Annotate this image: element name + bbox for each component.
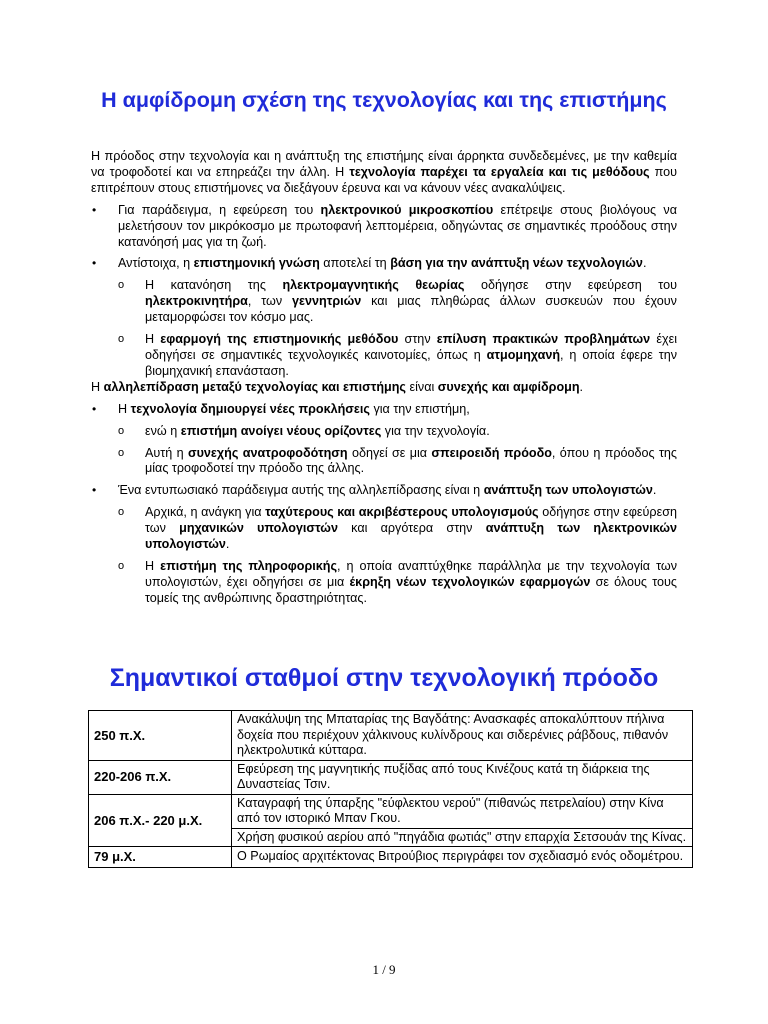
bullet-list-1 (91, 203, 677, 380)
table-row (89, 847, 693, 868)
bullet-item (91, 203, 677, 251)
bold-text: μηχανικών υπολογιστών (179, 521, 338, 536)
milestone-description: Εφεύρεση της μαγνητικής πυξίδας από τους Κινέζους κατά τη διάρκεια της Δυναστείας Τσιν. (232, 760, 693, 794)
bullet-item (91, 483, 677, 499)
text-run: Ένα εντυπωσιακό παράδειγμα αυτής της αλληλεπίδρασης είναι η (118, 483, 484, 498)
milestone-description: Χρήση φυσικού αερίου από "πηγάδια φωτιάς" στην επαρχία Σετσουάν της Κίνας. (232, 828, 693, 847)
milestone-date: 220-206 π.Χ. (89, 760, 232, 794)
text-run: Αρχικά, η ανάγκη για (145, 505, 266, 520)
text-run: επέτρεψε στους βιολόγους να μελετήσουν τον μικρόκοσμο με πρωτοφανή λεπτομέρεια, οδηγώντας σε σημαντικές προόδους στην κατανόησή μας για τη ζωή. (118, 202, 677, 249)
milestone-description: Ανακάλυψη της Μπαταρίας της Βαγδάτης: Ανασκαφές αποκαλύπτουν πήλινα δοχεία που περιέχουν χάλκινους κυλίνδρους και σιδερένιες ράβδους, πιθανόν ηλεκτρολυτικά κύτταρα. (232, 711, 693, 761)
bold-text: ανάπτυξη των υπολογιστών (483, 483, 653, 498)
bold-text: έκρηξη νέων τεχνολογικών εφαρμογών (349, 574, 591, 589)
bold-text: επίλυση πρακτικών προβλημάτων (436, 332, 651, 347)
sub-bullet-marker: o (118, 333, 125, 346)
bold-text: ατμομηχανή (486, 347, 561, 362)
text-run: είναι (406, 379, 438, 394)
sub-bullet-marker: o (118, 559, 125, 572)
text-run: αποτελεί τη (319, 256, 391, 271)
sub-bullet-item (91, 278, 677, 326)
table-row (89, 794, 693, 828)
milestones-table-body (89, 711, 693, 868)
milestone-date: 250 π.Χ. (89, 711, 232, 761)
text-run: για την τεχνολογία. (381, 423, 490, 438)
text-run: Η (145, 332, 161, 347)
text-run: ενώ η (145, 423, 181, 438)
bullet-item (91, 402, 677, 418)
bullet-marker: • (92, 401, 97, 416)
bold-text: συνεχής ανατροφοδότηση (187, 445, 348, 460)
milestone-date: 79 μ.Χ. (89, 847, 232, 868)
body-content (91, 149, 677, 607)
bullet-item (91, 256, 677, 272)
bullet-list-2 (91, 402, 677, 607)
intro-paragraph (91, 149, 677, 197)
text-run: Η (91, 379, 104, 394)
bold-text: αλληλεπίδραση μεταξύ τεχνολογίας και επιστήμης (103, 379, 406, 394)
text-run: Αντίστοιχα, η (118, 256, 194, 271)
page-title: Η αμφίδρομη σχέση της τεχνολογίας και της επιστήμης (101, 88, 667, 112)
bold-text: ταχύτερους και ακριβέστερους υπολογισμούς (265, 505, 539, 520)
text-run: . (652, 483, 657, 498)
sub-bullet-marker: o (118, 506, 125, 519)
bold-text: συνεχής και αμφίδρομη (437, 379, 580, 394)
text-run: οδήγησε στην εφεύρεση του (464, 278, 677, 293)
text-run: Η (118, 401, 131, 416)
text-run: . (642, 256, 647, 271)
text-run: Η (145, 558, 161, 573)
text-run: για την επιστήμη, (369, 401, 470, 416)
sub-bullet-item (91, 424, 677, 440)
sub-bullet-item (91, 332, 677, 380)
sub-bullet-item (91, 446, 677, 478)
bold-text: ανάπτυξη των ηλεκτρονικών υπολογιστών (145, 521, 677, 552)
text-run: και αργότερα στην (337, 521, 486, 536)
text-run: , η οποία αναπτύχθηκε παράλληλα με την τεχνολογία των υπολογιστών, έχει οδηγήσει σε μια (145, 558, 677, 589)
text-run: οδηγεί σε μια (347, 445, 432, 460)
bold-text: σπειροειδή πρόοδο (431, 445, 552, 460)
text-run: που επιτρέπουν στους επιστήμονες να διεξάγουν έρευνα και να κάνουν νέες ανακαλύψεις. (91, 164, 678, 195)
text-run: και μιας πληθώρας άλλων συσκευών που έχουν μεταμορφώσει τον κόσμο μας. (145, 294, 677, 325)
milestone-date: 206 π.Χ.- 220 μ.Χ. (89, 794, 232, 847)
table-row (89, 711, 693, 761)
text-run: Η κατανόηση της (145, 278, 283, 293)
text-run: Για παράδειγμα, η εφεύρεση του (118, 202, 321, 217)
text-run: . (579, 379, 584, 394)
bold-text: επιστήμη της πληροφορικής (160, 558, 338, 573)
sub-bullet-marker: o (118, 424, 125, 437)
bold-text: επιστημονική γνώση (193, 256, 320, 271)
bold-text: ηλεκτρομαγνητικής θεωρίας (282, 278, 465, 293)
bullet-marker: • (92, 256, 97, 271)
page-number: 1 / 9 (372, 962, 396, 977)
text-run: στην (398, 332, 437, 347)
text-run: , των (247, 294, 293, 309)
text-run: , η οποία έφερε την βιομηχανική επανάσταση. (145, 347, 677, 378)
milestone-description: Ο Ρωμαίος αρχιτέκτονας Βιτρούβιος περιγράφει τον σχεδιασμό ενός οδομέτρου. (232, 847, 693, 868)
text-run: σε όλους τους τομείς της ανθρώπινης δραστηριότητας. (145, 574, 677, 605)
text-run: Η πρόοδος στην τεχνολογία και η ανάπτυξη της επιστήμης είναι άρρηκτα συνδεδεμένες, με την καθεμία να τροφοδοτεί και να επηρεάζει την άλλη. Η (91, 149, 677, 179)
section-title: Σημαντικοί σταθμοί στην τεχνολογική πρόοδο (109, 664, 659, 692)
text-run: Αυτή η (145, 445, 188, 460)
text-run: οδήγησε στην εφεύρεση των (145, 505, 677, 536)
milestone-description: Καταγραφή της ύπαρξης "εύφλεκτου νερού" (πιθανώς πετρελαίου) στην Κίνα από τον ιστορικό Μπαν Γκου. (232, 794, 693, 828)
milestones-table (88, 710, 693, 868)
sub-bullet-item (91, 505, 677, 553)
text-run: , όπου η πρόοδος της μίας τροφοδοτεί την πρόοδο της άλλης. (145, 445, 677, 476)
bold-text: τεχνολογία δημιουργεί νέες προκλήσεις (130, 401, 370, 416)
bold-text: επιστήμη ανοίγει νέους ορίζοντες (180, 423, 382, 438)
sub-bullet-item (91, 559, 677, 607)
bold-text: γεννητριών (292, 294, 362, 309)
bold-text: ηλεκτροκινητήρα (145, 294, 248, 309)
sub-bullet-marker: o (118, 446, 125, 459)
bold-text: τεχνολογία παρέχει τα εργαλεία και τις μεθόδους (349, 164, 650, 179)
text-run: . (225, 537, 230, 552)
text-run: έχει οδηγήσει σε σημαντικές τεχνολογικές καινοτομίες, όπως η (145, 332, 677, 362)
table-row (89, 760, 693, 794)
bold-text: ηλεκτρονικού μικροσκοπίου (320, 202, 494, 217)
sub-bullet-marker: o (118, 279, 125, 292)
bullet-marker: • (92, 483, 97, 498)
bold-text: βάση για την ανάπτυξη νέων τεχνολογιών (390, 256, 643, 271)
bold-text: εφαρμογή της επιστημονικής μεθόδου (160, 332, 399, 347)
bullet-marker: • (92, 202, 97, 217)
interaction-paragraph (91, 380, 677, 396)
